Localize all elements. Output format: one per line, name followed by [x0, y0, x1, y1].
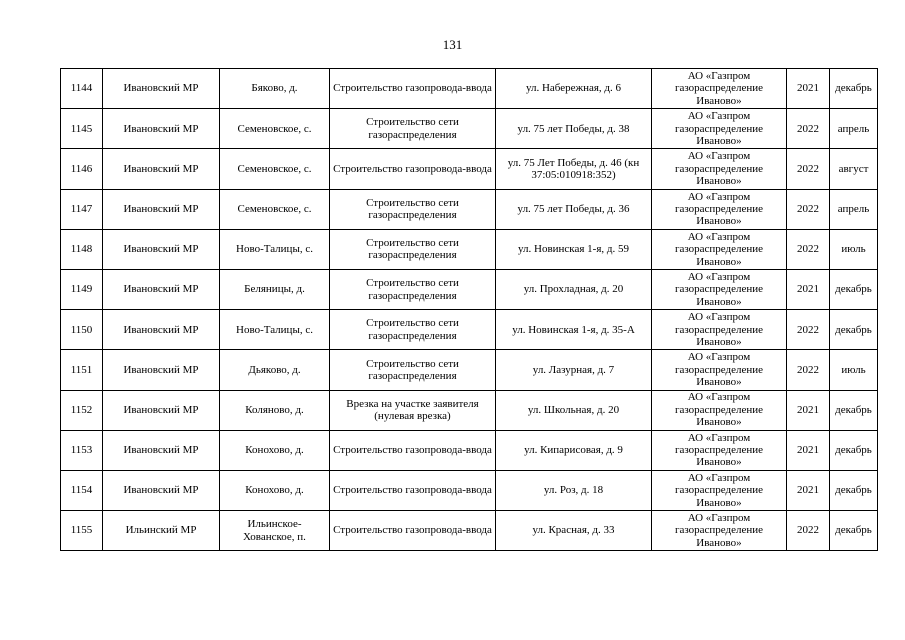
year-cell: 2021 — [787, 430, 830, 470]
locality-cell: Ново-Талицы, с. — [220, 310, 330, 350]
address-cell: ул. Новинская 1-я, д. 59 — [496, 229, 652, 269]
table-row — [61, 350, 878, 390]
district-cell: Ивановский МР — [103, 269, 220, 309]
month-cell: декабрь — [830, 390, 878, 430]
organization-cell: АО «Газпром газораспределение Иваново» — [652, 470, 787, 510]
organization-cell: АО «Газпром газораспределение Иваново» — [652, 430, 787, 470]
address-cell: ул. Красная, д. 33 — [496, 511, 652, 551]
year-cell: 2022 — [787, 310, 830, 350]
year-cell: 2021 — [787, 390, 830, 430]
work-type-cell: Строительство сети газораспределения — [330, 109, 496, 149]
row-number-cell: 1145 — [61, 109, 103, 149]
locality-cell: Конохово, д. — [220, 470, 330, 510]
month-cell: июль — [830, 350, 878, 390]
table-row — [61, 149, 878, 189]
month-cell: апрель — [830, 109, 878, 149]
gasification-table — [60, 68, 878, 551]
work-type-cell: Строительство сети газораспределения — [330, 310, 496, 350]
work-type-cell: Строительство газопровода-ввода — [330, 511, 496, 551]
year-cell: 2021 — [787, 69, 830, 109]
table-row — [61, 269, 878, 309]
district-cell: Ивановский МР — [103, 149, 220, 189]
year-cell: 2022 — [787, 109, 830, 149]
row-number-cell: 1147 — [61, 189, 103, 229]
month-cell: декабрь — [830, 470, 878, 510]
row-number-cell: 1150 — [61, 310, 103, 350]
address-cell: ул. Прохладная, д. 20 — [496, 269, 652, 309]
locality-cell: Семеновское, с. — [220, 149, 330, 189]
month-cell: декабрь — [830, 430, 878, 470]
address-cell: ул. 75 лет Победы, д. 36 — [496, 189, 652, 229]
district-cell: Ивановский МР — [103, 229, 220, 269]
address-cell: ул. 75 Лет Победы, д. 46 (кн 37:05:010918:352) — [496, 149, 652, 189]
month-cell: декабрь — [830, 269, 878, 309]
address-cell: ул. Новинская 1-я, д. 35-А — [496, 310, 652, 350]
district-cell: Ивановский МР — [103, 350, 220, 390]
district-cell: Ивановский МР — [103, 430, 220, 470]
district-cell: Ивановский МР — [103, 69, 220, 109]
work-type-cell: Врезка на участке заявителя (нулевая врезка) — [330, 390, 496, 430]
month-cell: декабрь — [830, 511, 878, 551]
organization-cell: АО «Газпром газораспределение Иваново» — [652, 390, 787, 430]
row-number-cell: 1155 — [61, 511, 103, 551]
district-cell: Ивановский МР — [103, 189, 220, 229]
address-cell: ул. Набережная, д. 6 — [496, 69, 652, 109]
district-cell: Ивановский МР — [103, 310, 220, 350]
locality-cell: Семеновское, с. — [220, 189, 330, 229]
work-type-cell: Строительство газопровода-ввода — [330, 69, 496, 109]
row-number-cell: 1152 — [61, 390, 103, 430]
table-row — [61, 470, 878, 510]
table-row — [61, 390, 878, 430]
work-type-cell: Строительство газопровода-ввода — [330, 149, 496, 189]
locality-cell: Ново-Талицы, с. — [220, 229, 330, 269]
organization-cell: АО «Газпром газораспределение Иваново» — [652, 189, 787, 229]
address-cell: ул. 75 лет Победы, д. 38 — [496, 109, 652, 149]
organization-cell: АО «Газпром газораспределение Иваново» — [652, 269, 787, 309]
month-cell: декабрь — [830, 69, 878, 109]
organization-cell: АО «Газпром газораспределение Иваново» — [652, 310, 787, 350]
work-type-cell: Строительство сети газораспределения — [330, 229, 496, 269]
row-number-cell: 1144 — [61, 69, 103, 109]
table-row — [61, 189, 878, 229]
row-number-cell: 1146 — [61, 149, 103, 189]
month-cell: август — [830, 149, 878, 189]
row-number-cell: 1148 — [61, 229, 103, 269]
work-type-cell: Строительство газопровода-ввода — [330, 470, 496, 510]
year-cell: 2021 — [787, 269, 830, 309]
work-type-cell: Строительство сети газораспределения — [330, 189, 496, 229]
district-cell: Ильинский МР — [103, 511, 220, 551]
locality-cell: Дьяково, д. — [220, 350, 330, 390]
organization-cell: АО «Газпром газораспределение Иваново» — [652, 511, 787, 551]
year-cell: 2022 — [787, 229, 830, 269]
locality-cell: Коляново, д. — [220, 390, 330, 430]
table-row — [61, 430, 878, 470]
month-cell: июль — [830, 229, 878, 269]
row-number-cell: 1153 — [61, 430, 103, 470]
district-cell: Ивановский МР — [103, 470, 220, 510]
table-row — [61, 511, 878, 551]
district-cell: Ивановский МР — [103, 390, 220, 430]
year-cell: 2022 — [787, 350, 830, 390]
locality-cell: Семеновское, с. — [220, 109, 330, 149]
table-row — [61, 310, 878, 350]
row-number-cell: 1151 — [61, 350, 103, 390]
organization-cell: АО «Газпром газораспределение Иваново» — [652, 149, 787, 189]
address-cell: ул. Лазурная, д. 7 — [496, 350, 652, 390]
locality-cell: Конохово, д. — [220, 430, 330, 470]
locality-cell: Бяково, д. — [220, 69, 330, 109]
address-cell: ул. Роз, д. 18 — [496, 470, 652, 510]
year-cell: 2022 — [787, 511, 830, 551]
table-row — [61, 109, 878, 149]
work-type-cell: Строительство газопровода-ввода — [330, 430, 496, 470]
work-type-cell: Строительство сети газораспределения — [330, 350, 496, 390]
table-row — [61, 69, 878, 109]
organization-cell: АО «Газпром газораспределение Иваново» — [652, 229, 787, 269]
month-cell: декабрь — [830, 310, 878, 350]
page-number: 131 — [442, 37, 463, 52]
row-number-cell: 1154 — [61, 470, 103, 510]
organization-cell: АО «Газпром газораспределение Иваново» — [652, 350, 787, 390]
year-cell: 2022 — [787, 149, 830, 189]
work-type-cell: Строительство сети газораспределения — [330, 269, 496, 309]
locality-cell: Беляницы, д. — [220, 269, 330, 309]
month-cell: апрель — [830, 189, 878, 229]
locality-cell: Ильинское-Хованское, п. — [220, 511, 330, 551]
address-cell: ул. Школьная, д. 20 — [496, 390, 652, 430]
address-cell: ул. Кипарисовая, д. 9 — [496, 430, 652, 470]
year-cell: 2022 — [787, 189, 830, 229]
organization-cell: АО «Газпром газораспределение Иваново» — [652, 109, 787, 149]
district-cell: Ивановский МР — [103, 109, 220, 149]
row-number-cell: 1149 — [61, 269, 103, 309]
table-row — [61, 229, 878, 269]
organization-cell: АО «Газпром газораспределение Иваново» — [652, 69, 787, 109]
year-cell: 2021 — [787, 470, 830, 510]
